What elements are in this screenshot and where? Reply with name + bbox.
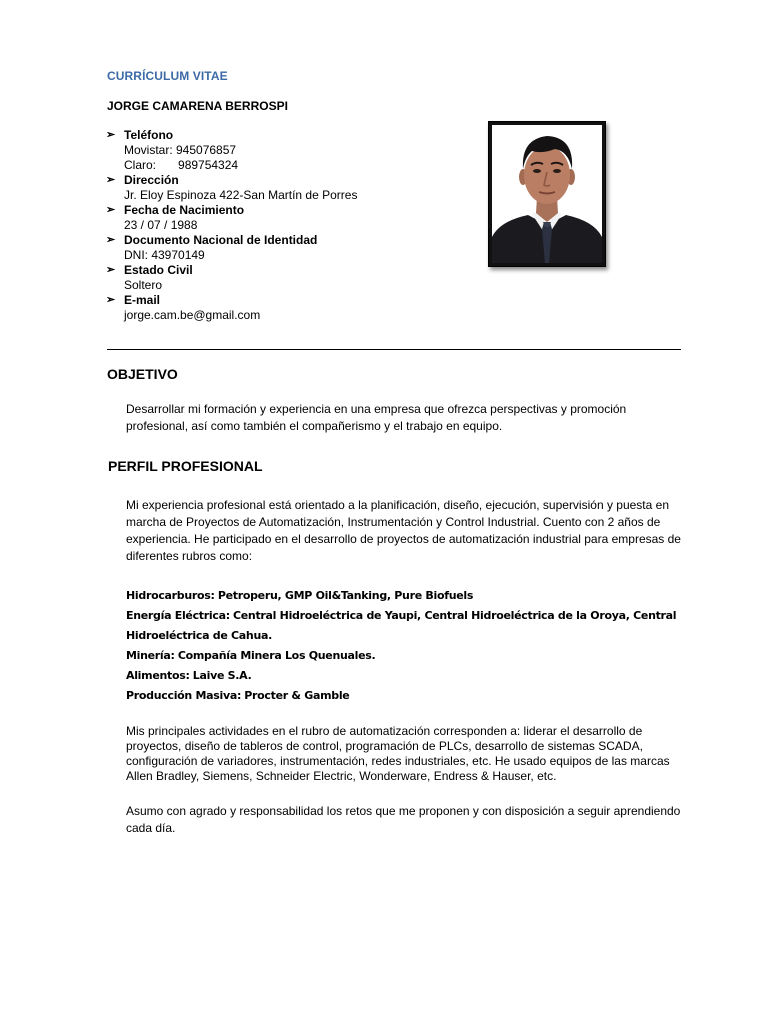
arrowhead-bullet-icon: ➢ (106, 264, 116, 276)
sector-item: Energía Eléctrica: Central Hidroeléctrica de Yaupi, Central Hidroeléctrica de la Oroya, Central Hidroeléctrica de Cahua. (126, 609, 677, 642)
arrowhead-bullet-icon: ➢ (106, 174, 116, 186)
estado-civil-label: Estado Civil (124, 263, 193, 277)
arrowhead-bullet-icon: ➢ (106, 204, 116, 216)
objetivo-heading: OBJETIVO (107, 366, 178, 382)
dni-label: Documento Nacional de Identidad (124, 233, 318, 247)
sector-item: Hidrocarburos: Petroperu, GMP Oil&Tanking, Pure Biofuels (126, 589, 474, 602)
contact-item-dni (106, 233, 466, 263)
fecha-label: Fecha de Nacimiento (124, 203, 245, 217)
cierre-text: Asumo con agrado y responsabilidad los retos que me proponen y con disposición a seguir aprendiendo cada día. (126, 804, 681, 835)
perfil-intro-text: Mi experiencia profesional está orientado a la planificación, diseño, ejecución, supervisión y puesta en marcha de Proyectos de Automatización, Instrumentación y Control Industrial. Cuento con 2 años de experiencia. He participado en el desarrollo de proyectos de automatización industrial para empresas de diferentes rubros como: (126, 498, 681, 563)
direccion-label: Dirección (124, 173, 179, 187)
sector-item: Minería: Compañía Minera Los Quenuales. (126, 649, 376, 662)
contact-info-list (106, 128, 466, 323)
arrowhead-bullet-icon: ➢ (106, 294, 116, 306)
contact-item-direccion (106, 173, 466, 203)
arrowhead-bullet-icon: ➢ (106, 234, 116, 246)
objetivo-text: Desarrollar mi formación y experiencia en una empresa que ofrezca perspectivas y promoción profesional, así como también el compañerismo y el trabajo en equipo. (126, 402, 627, 433)
movistar-number: Movistar: 945076857 (124, 143, 237, 157)
estado-civil-value: Soltero (124, 278, 163, 292)
profile-photo (488, 121, 606, 267)
perfil-profesional-heading: PERFIL PROFESIONAL (108, 458, 263, 474)
fecha-value: 23 / 07 / 1988 (124, 218, 198, 232)
contact-item-estado-civil (106, 263, 466, 293)
direccion-value: Jr. Eloy Espinoza 422-San Martín de Porres (124, 188, 358, 202)
candidate-name: JORGE CAMARENA BERROSPI (107, 99, 288, 113)
sector-item: Producción Masiva: Procter & Gamble (126, 689, 350, 702)
claro-line (124, 158, 466, 173)
contact-item-fecha (106, 203, 466, 233)
actividades-text: Mis principales actividades en el rubro de automatización corresponden a: liderar el desarrollo de proyectos, diseño de tableros de control, programación de PLCs, desarrollo de sistemas SCADA, configuración de variadores, instrumentación, redes industriales, etc. He usado equipos de las marcas Allen Bradley, Siemens, Schneider Electric, Wonderware, Endress & Hauser, etc. (126, 724, 670, 783)
sector-item: Alimentos: Laive S.A. (126, 669, 252, 682)
contact-item-telefono (106, 128, 466, 173)
claro-label: Claro: (124, 158, 157, 172)
portrait-illustration (492, 125, 602, 263)
email-label: E-mail (124, 293, 161, 307)
telefono-label: Teléfono (124, 128, 174, 142)
claro-number: 989754324 (178, 158, 239, 172)
arrowhead-bullet-icon: ➢ (106, 129, 116, 141)
document-type-heading: CURRÍCULUM VITAE (107, 69, 228, 83)
email-value: jorge.cam.be@gmail.com (124, 308, 261, 322)
dni-value: DNI: 43970149 (124, 248, 205, 262)
section-divider (107, 349, 681, 350)
contact-item-email (106, 293, 466, 323)
sector-list (126, 586, 686, 706)
